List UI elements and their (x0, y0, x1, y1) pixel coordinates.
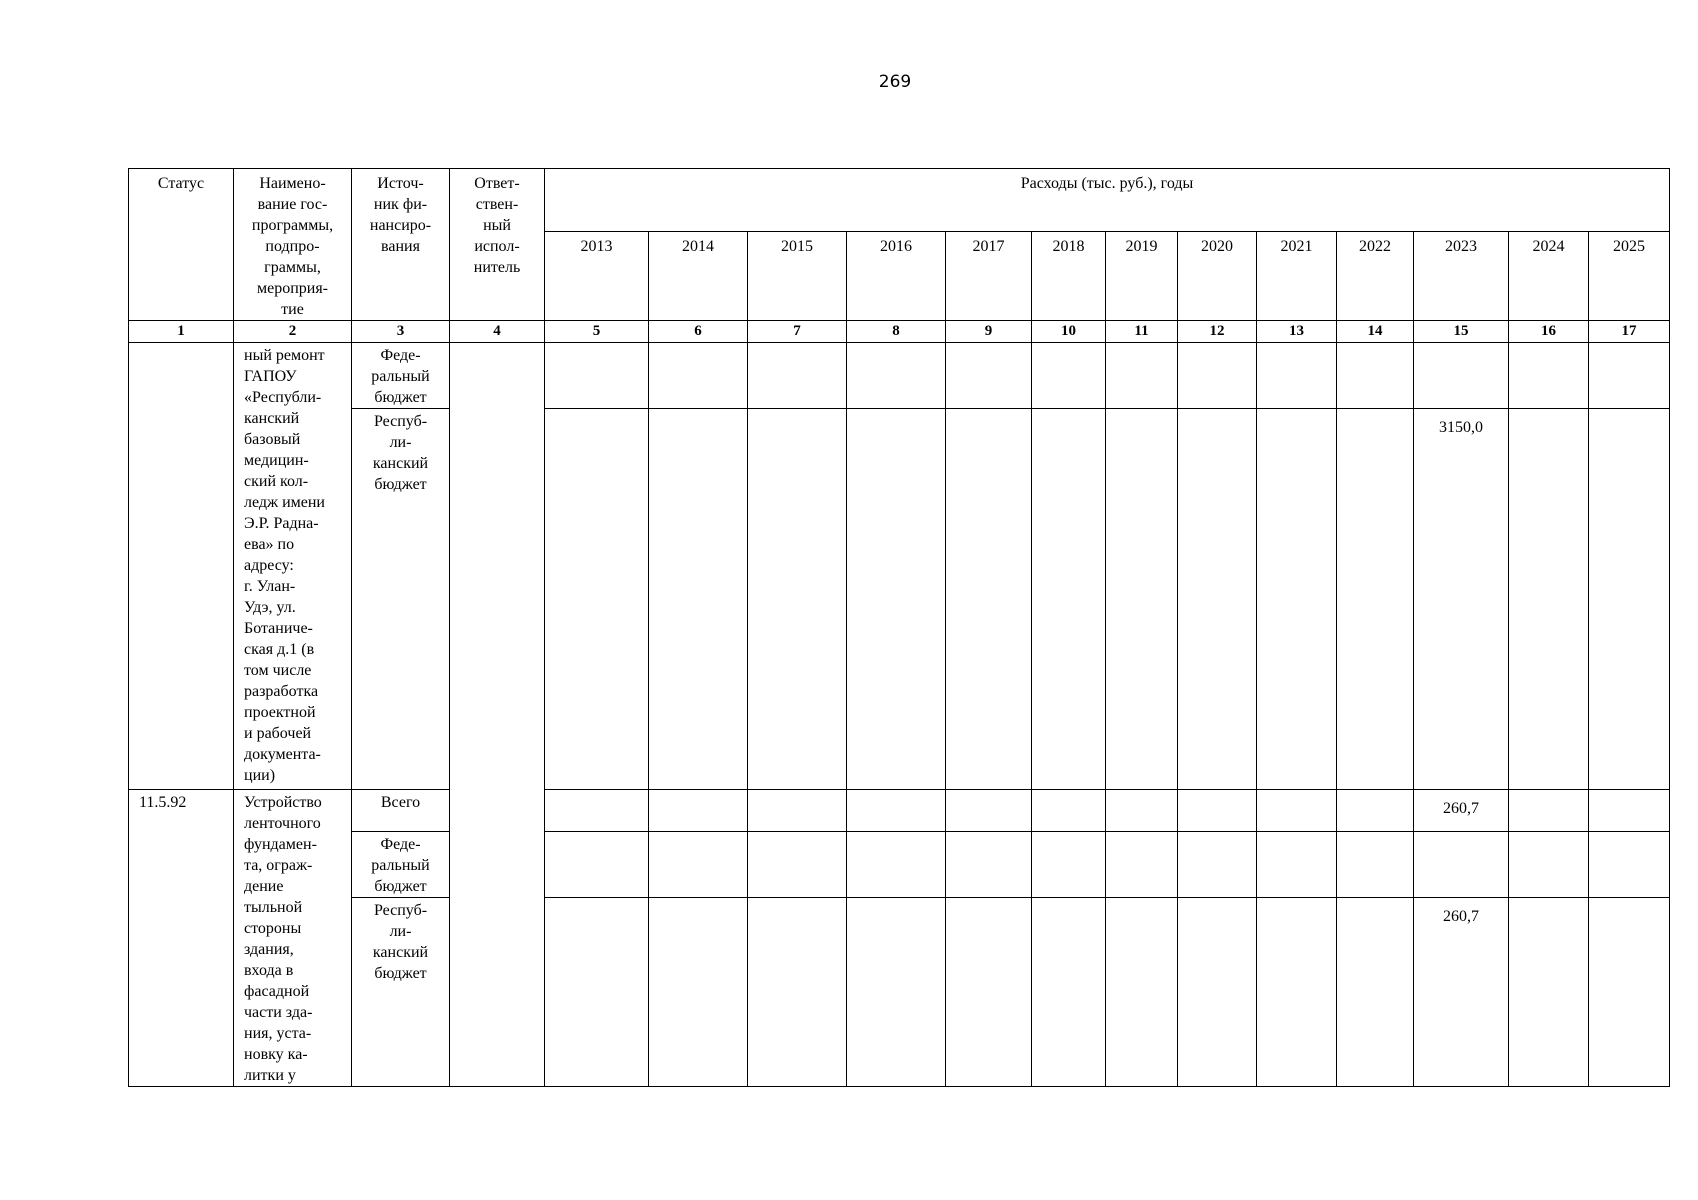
value-cell (649, 409, 748, 790)
value-cell (1257, 790, 1337, 832)
value-cell (649, 343, 748, 409)
value-cell (1178, 790, 1257, 832)
item1-republic-2023: 3150,0 (1414, 409, 1509, 790)
value-cell (1032, 832, 1106, 898)
value-cell (748, 343, 847, 409)
year-2021: 2021 (1257, 231, 1337, 320)
value-cell (545, 898, 649, 1087)
value-cell (1589, 409, 1670, 790)
value-cell (1509, 409, 1589, 790)
header-row (129, 169, 1670, 232)
value-cell (1589, 832, 1670, 898)
year-2015: 2015 (748, 231, 847, 320)
value-cell (545, 409, 649, 790)
col-num: 11 (1106, 321, 1178, 343)
value-cell (649, 898, 748, 1087)
value-cell (946, 409, 1032, 790)
item1-name: ный ремонт ГАПОУ «Республи- канский базовый медицин- ский кол- ледж имени Э.Р. Радна- ева» по адресу: г. Улан- Удэ, ул. Ботаниче- ская д.1 (в том числе разработка проектной и рабочей документа- ции) (234, 343, 352, 790)
value-cell (1032, 343, 1106, 409)
value-cell (748, 409, 847, 790)
value-cell (1178, 409, 1257, 790)
value-cell (946, 790, 1032, 832)
value-cell (1337, 898, 1414, 1087)
value-cell (1032, 790, 1106, 832)
col-num: 2 (234, 321, 352, 343)
value-cell (1337, 409, 1414, 790)
value-cell (1032, 409, 1106, 790)
table-row (129, 790, 1670, 832)
item2-republic-2023: 260,7 (1414, 898, 1509, 1087)
column-number-row (129, 321, 1670, 343)
value-cell (1106, 832, 1178, 898)
year-2016: 2016 (847, 231, 946, 320)
value-cell (1509, 898, 1589, 1087)
col-num: 4 (450, 321, 545, 343)
year-2020: 2020 (1178, 231, 1257, 320)
value-cell (847, 343, 946, 409)
col-num: 16 (1509, 321, 1589, 343)
col-num: 12 (1178, 321, 1257, 343)
item1-source-federal: Феде- ральный бюджет (352, 343, 450, 409)
header-status: Статус (129, 169, 234, 321)
value-cell (1414, 343, 1509, 409)
value-cell (1337, 832, 1414, 898)
value-cell (1106, 409, 1178, 790)
value-cell (748, 832, 847, 898)
year-2014: 2014 (649, 231, 748, 320)
item1-status-cell (129, 343, 234, 790)
value-cell (1589, 790, 1670, 832)
col-num: 14 (1337, 321, 1414, 343)
item2-total-2023: 260,7 (1414, 790, 1509, 832)
col-num: 15 (1414, 321, 1509, 343)
value-cell (1509, 343, 1589, 409)
year-2023: 2023 (1414, 231, 1509, 320)
value-cell (545, 832, 649, 898)
value-cell (1257, 898, 1337, 1087)
responsible-cell (450, 343, 545, 1087)
col-num: 17 (1589, 321, 1670, 343)
item2-status: 11.5.92 (129, 790, 234, 1087)
col-num: 10 (1032, 321, 1106, 343)
value-cell (847, 409, 946, 790)
item2-name: Устройство ленточного фундамен- та, ограж- дение тыльной стороны здания, входа в фасадной части зда- ния, уста- новку ка- литки у (234, 790, 352, 1087)
value-cell (1257, 343, 1337, 409)
page-number: 269 (878, 72, 912, 92)
year-2022: 2022 (1337, 231, 1414, 320)
col-num: 8 (847, 321, 946, 343)
col-num: 6 (649, 321, 748, 343)
value-cell (1257, 832, 1337, 898)
value-cell (649, 832, 748, 898)
year-2017: 2017 (946, 231, 1032, 320)
value-cell (1509, 790, 1589, 832)
value-cell (1106, 898, 1178, 1087)
col-num: 7 (748, 321, 847, 343)
budget-table (128, 168, 1670, 1087)
value-cell (748, 898, 847, 1087)
header-source: Источ- ник фи- нансиро- вания (352, 169, 450, 321)
year-2025: 2025 (1589, 231, 1670, 320)
value-cell (847, 790, 946, 832)
value-cell (1337, 790, 1414, 832)
table-row (129, 343, 1670, 409)
value-cell (1106, 790, 1178, 832)
year-2018: 2018 (1032, 231, 1106, 320)
value-cell (1178, 832, 1257, 898)
item2-source-federal: Феде- ральный бюджет (352, 832, 450, 898)
value-cell (946, 343, 1032, 409)
value-cell (1414, 832, 1509, 898)
col-num: 13 (1257, 321, 1337, 343)
value-cell (748, 790, 847, 832)
value-cell (1178, 343, 1257, 409)
value-cell (1257, 409, 1337, 790)
col-num: 5 (545, 321, 649, 343)
header-responsible: Ответ- ствен- ный испол- нитель (450, 169, 545, 321)
value-cell (1589, 898, 1670, 1087)
item1-source-republic: Респуб- ли- канский бюджет (352, 409, 450, 790)
col-num: 1 (129, 321, 234, 343)
value-cell (1337, 343, 1414, 409)
value-cell (1509, 832, 1589, 898)
value-cell (649, 790, 748, 832)
value-cell (847, 832, 946, 898)
value-cell (946, 898, 1032, 1087)
col-num: 3 (352, 321, 450, 343)
year-2019: 2019 (1106, 231, 1178, 320)
value-cell (1032, 898, 1106, 1087)
header-expenses: Расходы (тыс. руб.), годы (545, 169, 1670, 232)
item2-source-republic: Респуб- ли- канский бюджет (352, 898, 450, 1087)
table-row (129, 832, 1670, 898)
value-cell (1589, 343, 1670, 409)
item2-source-total: Всего (352, 790, 450, 832)
table-row (129, 898, 1670, 1087)
value-cell (545, 343, 649, 409)
year-2024: 2024 (1509, 231, 1589, 320)
value-cell (1106, 343, 1178, 409)
header-name: Наимено- вание гос- программы, подпро- граммы, мероприя- тие (234, 169, 352, 321)
value-cell (847, 898, 946, 1087)
value-cell (1178, 898, 1257, 1087)
col-num: 9 (946, 321, 1032, 343)
table-row (129, 409, 1670, 790)
value-cell (946, 832, 1032, 898)
value-cell (545, 790, 649, 832)
year-2013: 2013 (545, 231, 649, 320)
